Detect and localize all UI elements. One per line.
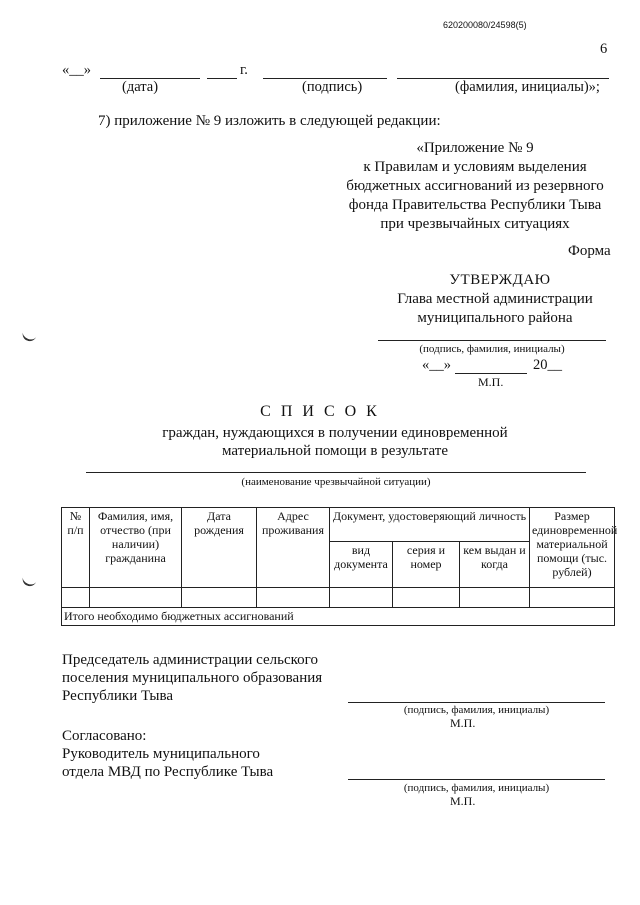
chairman-line-3: Республики Тыва <box>62 688 174 704</box>
signature-label: (подпись) <box>302 79 363 95</box>
margin-mark <box>21 574 38 588</box>
margin-mark <box>21 329 38 343</box>
agreed-line-2: отдела МВД по Республике Тыва <box>62 764 274 780</box>
date-label: (дата) <box>122 79 159 95</box>
approve-stamp: М.П. <box>478 375 504 389</box>
approve-month-line <box>455 373 527 374</box>
name-label: (фамилия, инициалы)»; <box>455 79 600 95</box>
approve-line-2: муниципального района <box>417 310 573 326</box>
agreed-stamp: М.П. <box>450 794 476 808</box>
agreed-signature-line <box>348 779 605 780</box>
list-subtitle-1: граждан, нуждающихся в получении единовременной <box>162 425 508 441</box>
page-number: 6 <box>600 41 608 57</box>
chairman-line-2: поселения муниципального образования <box>62 670 323 686</box>
list-subtitle-2: материальной помощи в результате <box>222 443 448 459</box>
document-code: 620200080/24598(5) <box>443 20 527 30</box>
header-address: Адрес проживания <box>257 508 330 588</box>
approve-caption: (подпись, фамилия, инициалы) <box>419 343 565 355</box>
header-name: Фамилия, имя, отчество (при наличии) гражданина <box>90 508 182 588</box>
situation-caption: (наименование чрезвычайной ситуации) <box>241 476 431 488</box>
citizens-table <box>61 507 618 626</box>
agreed-label: Согласовано: <box>62 728 147 744</box>
appendix-line-2: к Правилам и условиям выделения <box>363 159 587 175</box>
header-num: № п/п <box>62 508 90 588</box>
chairman-caption: (подпись, фамилия, инициалы) <box>403 704 550 716</box>
approve-date-quote: «__» <box>422 357 451 373</box>
approve-signature-line <box>378 340 606 341</box>
approve-date-year: 20__ <box>533 357 562 373</box>
chairman-stamp: М.П. <box>450 716 476 730</box>
form-label: Форма <box>568 243 611 259</box>
appendix-line-5: при чрезвычайных ситуациях <box>380 216 570 232</box>
year-line <box>207 78 237 79</box>
header-document: Документ, удостоверяющий личность <box>330 508 530 542</box>
year-suffix: г. <box>240 62 248 78</box>
table-row <box>62 588 615 608</box>
appendix-line-4: фонда Правительства Республики Тыва <box>348 197 602 213</box>
situation-line <box>86 472 586 473</box>
chairman-line-1: Председатель администрации сельского <box>62 652 318 668</box>
header-doc-type: вид документа <box>330 542 393 588</box>
list-title: С П И С О К <box>260 403 380 420</box>
item-7-text: 7) приложение № 9 изложить в следующей редакции: <box>98 113 441 129</box>
header-birth: Дата рождения <box>182 508 257 588</box>
total-row <box>62 608 615 626</box>
agreed-line-1: Руководитель муниципального <box>62 746 260 762</box>
appendix-line-1: «Приложение № 9 <box>416 140 534 156</box>
header-doc-series: серия и номер <box>393 542 460 588</box>
agreed-caption: (подпись, фамилия, инициалы) <box>403 782 550 794</box>
date-quote: «__» <box>62 62 91 78</box>
header-doc-issued: кем выдан и когда <box>460 542 530 588</box>
approve-line-1: Глава местной администрации <box>397 291 593 307</box>
header-amount: Размер единовременной материальной помощи (тыс. рублей) <box>530 508 615 588</box>
chairman-signature-line <box>348 702 605 703</box>
total-label: Итого необходимо бюджетных ассигнований <box>62 608 615 626</box>
appendix-line-3: бюджетных ассигнований из резервного <box>346 178 604 194</box>
approve-title: УТВЕРЖДАЮ <box>449 272 551 288</box>
